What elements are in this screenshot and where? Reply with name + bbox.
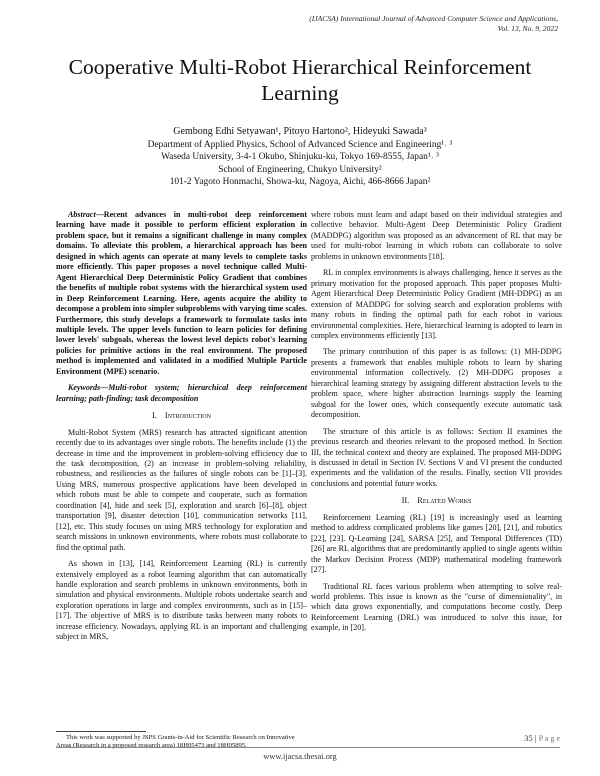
page-number xyxy=(524,733,560,743)
body-paragraph: Multi-Robot System (MRS) research has attracted significant attention recently due to its advantages over single robots. The benefits include (1) the decrease in time and the improvement in problem-solving efficiency due to the task decomposition, (2) an increase in problem-solving reliability, robustness, and resiliencies as the failures of single robots can be [1]–[3]. Using MRS, numerous prospective applications have been developed in which robots must be able to compete and cooperate, such as formation coordination [4], hide and seek [5], exploration and search [6]–[8], object transportation [9], disaster detection [10], communication networks [11], [12], etc. This study focuses on using MRS technology for exploration and search missions in unknown environments, where robots must collaborate to find the optimal path. xyxy=(56,427,307,552)
abstract-text: Recent advances in multi-robot deep reinforcement learning have made it possible to perform efficient exploration in problem space, but it remains a significant challenge in many complex domains. To alleviate this problem, a hierarchical approach has been designed in which agents can operate at many levels to complete tasks more efficiently. This paper proposes a novel technique called Multi-Agent Hierarchical Deep Deterministic Policy Gradient that combines the benefits of multiple robot systems with the hierarchical system used in Deep Reinforcement Learning. Here, agents acquire the ability to decompose a problem into simpler subproblems with varying time scales. Furthermore, this study develops a framework to formulate tasks into multiple levels. The upper levels function to learn policies for defining lower levels' subgoals, whereas the lowest level depicts robot's learning policies for primitive actions in the real environment. The proposed method is implemented and validated in a modified Multiple Particle Environment (MPE) scenario. xyxy=(56,210,307,376)
section-number: II. xyxy=(401,496,410,506)
right-column xyxy=(311,210,562,640)
affiliation-line: School of Engineering, Chukyo University² xyxy=(218,164,382,175)
affiliation-line: Department of Applied Physics, School of Advanced Science and Engineering¹˒ ³ xyxy=(147,140,453,151)
funding-footnote: This work was supported by JSPS Grants-in-Aid for Scientific Research on Innovative Areas (Research in a proposed research area) 18H05473 and 18H05895. xyxy=(56,734,295,750)
page-number-value: 35 xyxy=(524,733,533,743)
abstract xyxy=(56,210,307,377)
page-label: P a g e xyxy=(538,734,560,743)
journal-volume: Vol. 13, No. 9, 2022 xyxy=(497,24,558,33)
body-paragraph: RL in complex environments is always challenging, hence it serves as the primary motivation for the proposed approach. This paper proposes Multi-Agent Hierarchical Deep Deterministic Policy Gradient (MH-DDPG) as an extension of MADDPG for solving search and exploration problems with many robots in finding the optimal path for each robot in various environmental complexities. Here, hierarchical learning is adopted to learn in complex environments efficiently [13]. xyxy=(311,268,562,340)
footer-divider xyxy=(56,747,560,748)
section-title: Introduction xyxy=(164,411,211,421)
page-number-separator: | xyxy=(532,733,539,743)
abstract-label: Abstract— xyxy=(68,210,104,219)
author-block xyxy=(40,126,560,188)
body-paragraph: The primary contribution of this paper is as follows: (1) MH-DDPG presents a framework that enables multiple robots to learn by sharing environmental information collectively. (2) MH-DDPG proposes a hierarchical learning strategy by assigning different abstraction levels to the problem space, where higher abstraction learnings supply the learning subgoal for the lower ones, which consequently execute automatic task decomposition. xyxy=(311,347,562,420)
keywords xyxy=(56,383,307,404)
section-number: I. xyxy=(151,411,157,421)
body-paragraph: As shown in [13], [14], Reinforcement Learning (RL) is currently extensively employed as a robot learning algorithm that can automatically handle exploration and search problems in unknown environments, both in simulation and physical environments. Multiple robots undertake search and exploration operations in large and complex environments, such as in [15]–[17]. The objective of MRS is to distribute tasks between many robots to increase efficiency. Nowadays, applying RL is an important and challenging subject in MRS, xyxy=(56,559,307,642)
body-paragraph: The structure of this article is as follows: Section II examines the previous research and theories relevant to the proposed method. In Section III, the technical context and theory are explained. The proposed MH-DDPG is discussed in detail in Section IV. Sections V and VI present the conducted experiments and the validation of the results. Finally, section VII provides conclusions and potential future works. xyxy=(311,426,562,488)
footer-url: www.ijacsa.thesai.org xyxy=(263,752,337,761)
journal-header xyxy=(309,14,558,34)
left-column xyxy=(56,210,307,649)
section-heading-introduction xyxy=(56,411,307,421)
body-paragraph: Traditional RL faces various problems when attempting to solve real-world problems. This issue is known as the "curse of dimensionality", in which data grows exponentially, and computations become costly. Deep Reinforcement Learning (DRL) was introduced to solve this issue, for example, in [20]. xyxy=(311,581,562,633)
journal-name: (IJACSA) International Journal of Advanced Computer Science and Applications, xyxy=(309,14,558,23)
author-names: Gembong Edhi Setyawan¹, Pitoyo Hartono², Hideyuki Sawada³ xyxy=(173,126,427,137)
keywords-label: Keywords— xyxy=(68,383,109,393)
affiliation-line: Waseda University, 3-4-1 Okubo, Shinjuku-ku, Tokyo 169-8555, Japan¹˒ ³ xyxy=(161,152,439,163)
body-paragraph: Reinforcement Learning (RL) [19] is increasingly used as learning method to address complicated problems like games [20], [21], and robotics [22], [23]. Q-Learning [24], SARSA [25], and Temporal Differences (TD) [26] are RL algorithms that are predominantly applied to single agents within the Markov Decision Process (MDP) mathematical modeling framework [27]. xyxy=(311,512,562,575)
paper-title: Cooperative Multi-Robot Hierarchical Reinforcement Learning xyxy=(68,55,532,105)
keywords-text: Multi-robot system; hierarchical deep reinforcement learning; path-finding; task decomposition xyxy=(56,383,307,403)
section-title: Related Works xyxy=(417,496,472,506)
affiliation-line: 101-2 Yagoto Honmachi, Showa-ku, Nagoya, Aichi, 466-8666 Japan² xyxy=(169,176,431,187)
footnote-divider xyxy=(56,731,146,732)
body-paragraph: where robots must learn and adapt based on their individual strategies and collective behavior. Multi-Agent Deep Deterministic Policy Gradient (MADDPG) algorithm was proposed as an advancement of RL that may be used for multi-robot learning in which robots can collaborate to solve problems in unknown environments [18]. xyxy=(311,210,562,261)
section-heading-related-works xyxy=(311,496,562,506)
